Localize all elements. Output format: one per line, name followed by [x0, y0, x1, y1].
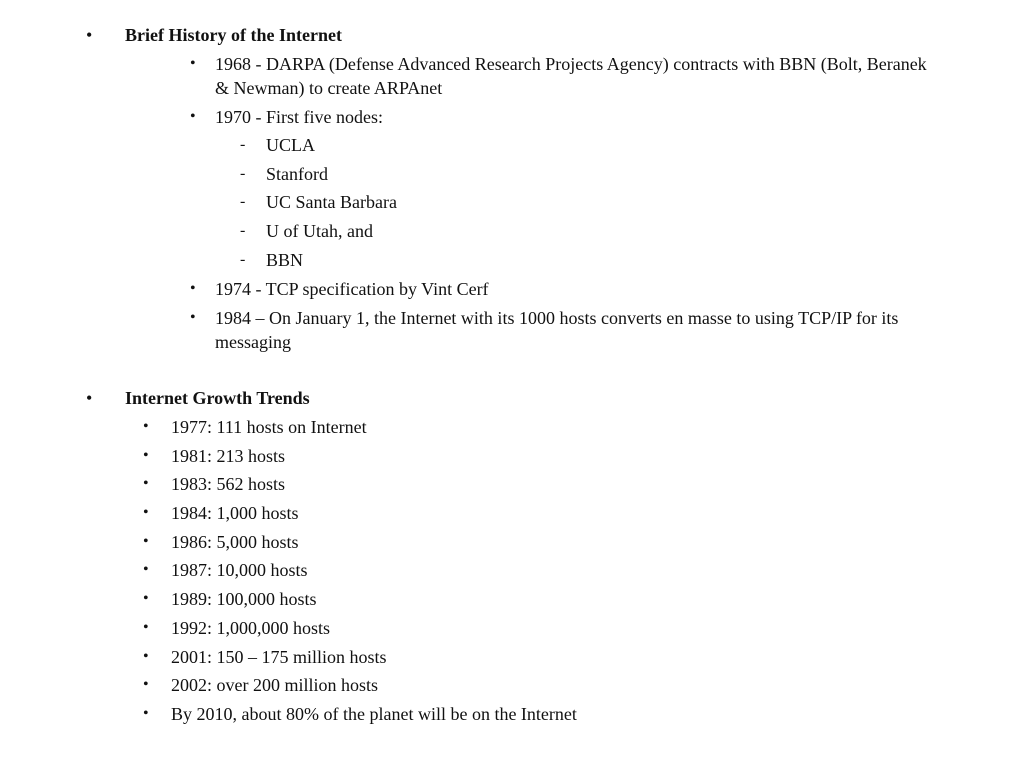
- list-bullet: •: [143, 418, 149, 435]
- growth-item-text: 1981: 213 hosts: [171, 446, 286, 466]
- growth-title: Internet Growth Trends: [125, 388, 310, 408]
- growth-item-text: 1984: 1,000 hosts: [171, 503, 299, 523]
- growth-item-text: 1983: 562 hosts: [171, 474, 286, 494]
- node-text: UC Santa Barbara: [266, 192, 397, 212]
- node-text: UCLA: [266, 135, 315, 155]
- list-bullet: •: [190, 108, 196, 125]
- growth-item-text: 1986: 5,000 hosts: [171, 532, 299, 552]
- list-bullet: •: [143, 619, 149, 636]
- node-text: Stanford: [266, 164, 328, 184]
- growth-item-text: By 2010, about 80% of the planet will be on the Internet: [171, 704, 577, 724]
- section-bullet: •: [86, 25, 93, 45]
- growth-item-text: 2002: over 200 million hosts: [171, 675, 378, 695]
- list-bullet: •: [143, 648, 149, 665]
- node-text: BBN: [266, 250, 304, 270]
- section-bullet: •: [86, 388, 93, 408]
- list-bullet: •: [143, 533, 149, 550]
- growth-item-text: 1987: 10,000 hosts: [171, 560, 308, 580]
- list-bullet: •: [143, 676, 149, 693]
- growth-item-text: 2001: 150 – 175 million hosts: [171, 647, 387, 667]
- list-bullet: •: [143, 561, 149, 578]
- history-title: Brief History of the Internet: [125, 25, 342, 45]
- list-bullet: •: [143, 447, 149, 464]
- growth-item-text: 1977: 111 hosts on Internet: [171, 417, 367, 437]
- list-bullet: •: [143, 590, 149, 607]
- list-bullet: •: [143, 475, 149, 492]
- dash-bullet: -: [240, 165, 246, 182]
- history-item-text: 1974 - TCP specification by Vint Cerf: [215, 279, 489, 299]
- dash-bullet: -: [240, 251, 246, 268]
- list-bullet: •: [190, 280, 196, 297]
- list-bullet: •: [190, 309, 196, 326]
- dash-bullet: -: [240, 222, 246, 239]
- dash-bullet: -: [240, 136, 246, 153]
- growth-item-text: 1992: 1,000,000 hosts: [171, 618, 331, 638]
- list-bullet: •: [143, 705, 149, 722]
- dash-bullet: -: [240, 193, 246, 210]
- list-bullet: •: [143, 504, 149, 521]
- growth-item-text: 1989: 100,000 hosts: [171, 589, 317, 609]
- history-item-text: 1970 - First five nodes:: [215, 107, 383, 127]
- history-item-text: 1968 - DARPA (Defense Advanced Research Projects Agency) contracts with BBN (Bolt, Beranek & Newman) to create ARPAnet: [215, 54, 927, 98]
- list-bullet: •: [190, 55, 196, 72]
- history-item-text: 1984 – On January 1, the Internet with its 1000 hosts converts en masse to using TCP/IP for its messaging: [215, 308, 899, 352]
- node-text: U of Utah, and: [266, 221, 373, 241]
